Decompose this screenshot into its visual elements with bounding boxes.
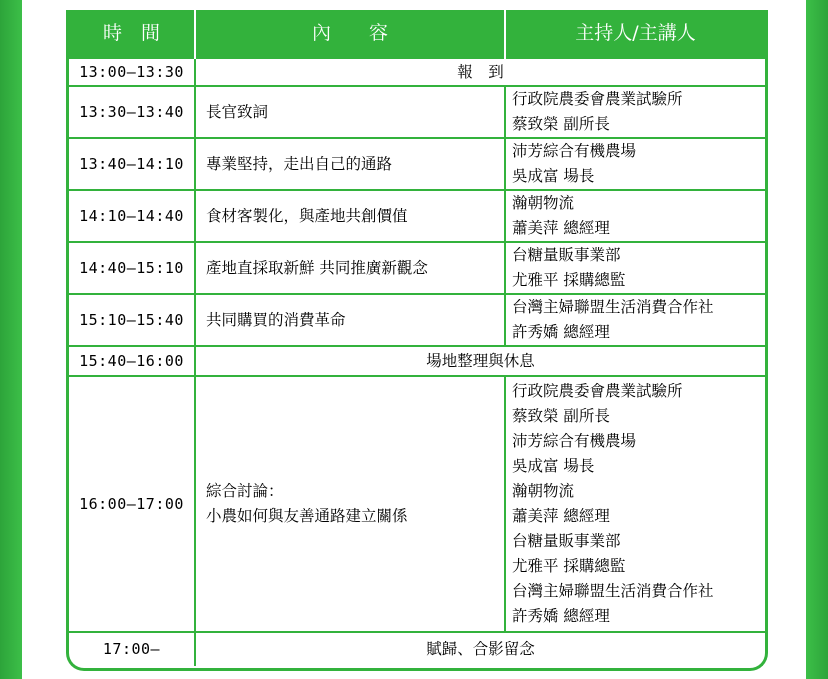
speaker-cell bbox=[505, 294, 765, 346]
time-cell: 13:40–14:10 bbox=[69, 138, 195, 190]
speaker-line: 吳成富 場長 bbox=[512, 167, 595, 185]
speaker-line: 行政院農委會農業試驗所 bbox=[512, 382, 683, 400]
content-cell: 共同購買的消費革命 bbox=[195, 294, 505, 346]
header-time: 時 間 bbox=[69, 10, 195, 58]
speaker-line: 台糖量販事業部 bbox=[512, 532, 621, 550]
right-green-border bbox=[806, 0, 828, 679]
table-row bbox=[69, 376, 765, 632]
speaker-line: 吳成富 場長 bbox=[512, 457, 595, 475]
speaker-cell bbox=[505, 190, 765, 242]
merged-cell: 賦歸、合影留念 bbox=[195, 632, 765, 666]
agenda-frame bbox=[66, 10, 768, 671]
time-cell: 13:00–13:30 bbox=[69, 58, 195, 86]
time-cell: 17:00– bbox=[69, 632, 195, 666]
time-cell: 14:10–14:40 bbox=[69, 190, 195, 242]
speaker-line: 台糖量販事業部 bbox=[512, 246, 621, 264]
speaker-cell bbox=[505, 138, 765, 190]
table-row bbox=[69, 346, 765, 376]
speaker-line: 行政院農委會農業試驗所 bbox=[512, 90, 683, 108]
content-cell: 食材客製化，與產地共創價值 bbox=[195, 190, 505, 242]
time-cell: 13:30–13:40 bbox=[69, 86, 195, 138]
merged-cell: 報 到 bbox=[195, 58, 765, 86]
merged-cell: 場地整理與休息 bbox=[195, 346, 765, 376]
table-row bbox=[69, 190, 765, 242]
table-row bbox=[69, 632, 765, 666]
content-cell: 專業堅持，走出自己的通路 bbox=[195, 138, 505, 190]
content-cell: 長官致詞 bbox=[195, 86, 505, 138]
header-speaker: 主持人/主講人 bbox=[505, 10, 765, 58]
speaker-line: 台灣主婦聯盟生活消費合作社 bbox=[512, 298, 714, 316]
speaker-line: 台灣主婦聯盟生活消費合作社 bbox=[512, 582, 714, 600]
speaker-line: 蕭美萍 總經理 bbox=[512, 507, 610, 525]
speaker-line: 蔡致榮 副所長 bbox=[512, 407, 610, 425]
time-cell: 15:10–15:40 bbox=[69, 294, 195, 346]
speaker-line: 瀚朝物流 bbox=[512, 194, 575, 212]
content-cell: 產地直採取新鮮 共同推廣新觀念 bbox=[195, 242, 505, 294]
speaker-line: 沛芳綜合有機農場 bbox=[512, 142, 637, 160]
table-row bbox=[69, 294, 765, 346]
table-row bbox=[69, 86, 765, 138]
left-green-border bbox=[0, 0, 22, 679]
speaker-line: 許秀嬌 總經理 bbox=[512, 323, 610, 341]
table-row bbox=[69, 138, 765, 190]
content-cell bbox=[195, 376, 505, 632]
content-line: 小農如何與友善通路建立關係 bbox=[206, 507, 408, 525]
time-cell: 15:40–16:00 bbox=[69, 346, 195, 376]
speaker-line: 蔡致榮 副所長 bbox=[512, 115, 610, 133]
content-line: 綜合討論： bbox=[206, 482, 284, 500]
header-row bbox=[69, 10, 765, 58]
speaker-line: 尤雅平 採購總監 bbox=[512, 557, 626, 575]
time-cell: 16:00–17:00 bbox=[69, 376, 195, 632]
time-cell: 14:40–15:10 bbox=[69, 242, 195, 294]
table-row bbox=[69, 58, 765, 86]
speaker-cell bbox=[505, 376, 765, 632]
speaker-line: 蕭美萍 總經理 bbox=[512, 219, 610, 237]
speaker-cell bbox=[505, 242, 765, 294]
speaker-line: 許秀嬌 總經理 bbox=[512, 607, 610, 625]
header-content: 內 容 bbox=[195, 10, 505, 58]
speaker-line: 沛芳綜合有機農場 bbox=[512, 432, 637, 450]
table-row bbox=[69, 242, 765, 294]
speaker-line: 尤雅平 採購總監 bbox=[512, 271, 626, 289]
speaker-line: 瀚朝物流 bbox=[512, 482, 575, 500]
speaker-cell bbox=[505, 86, 765, 138]
agenda-table bbox=[69, 10, 765, 666]
